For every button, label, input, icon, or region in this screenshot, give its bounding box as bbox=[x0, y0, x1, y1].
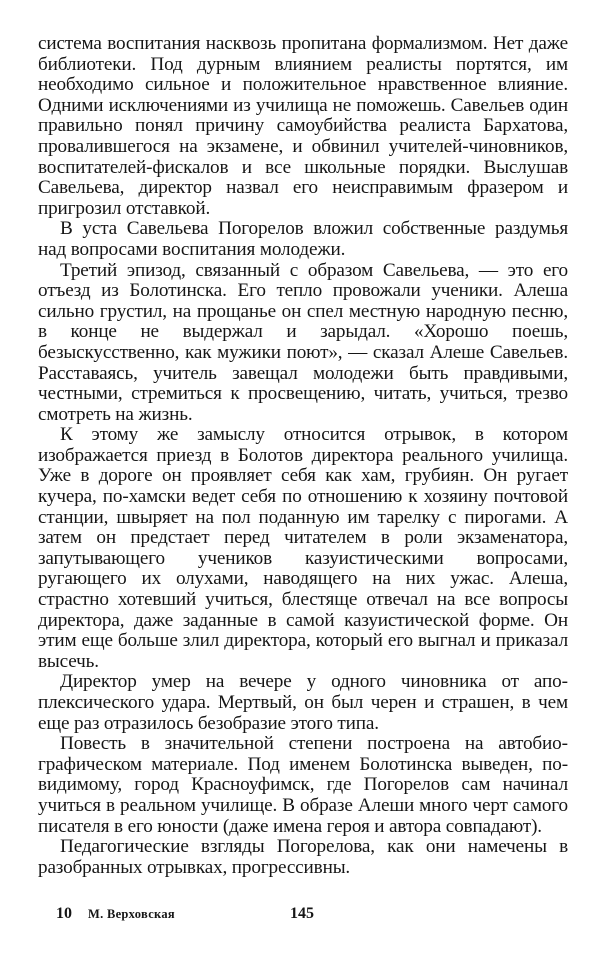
paragraph-4: К этому же замыслу относится отрывок, в котором изображается приезд в Болотов директора реального училища. Уже в дороге он проявляет себя как хам, грубиян. Он ругает кучера, по-хамски ведет себя по отношению к хозяину почтовой станции, швыряет на пол поданную им тарелку с пирогами. А затем он предстает перед читателем в роли экзаменатора, запутывающего учеников казуистическими вопросами, ругающего их олухами, наводящего на них ужас. Алеша, страстно хотевший учиться, блестяще отвечал на все вопросы директора, даже заданные в самой казуистической форме. Он этим еще больше злил директора, который его выгнал и приказал высечь. bbox=[38, 424, 568, 672]
paragraph-6: Повесть в значительной степени построена на автобиографическом материале. Под именем Болотинска выведен, по-видимому, город Красноуфимск, где Погорелов сам начинал учиться в реальном училище. В образе Алеши много черт самого писателя в его юности (даже имена героя и автора совпадают). bbox=[38, 733, 568, 837]
paragraph-7: Педагогические взгляды Погорелова, как они намечены в разобранных отрывках, прогрессивны. bbox=[38, 836, 568, 878]
paragraph-5: Директор умер на вечере у одного чиновника от апоплексического удара. Мертвый, он был черен и страшен, в чем еще раз отразилось безобразие этого типа. bbox=[38, 671, 568, 734]
page-number: 145 bbox=[290, 905, 314, 922]
signature-author: М. Верховская bbox=[88, 907, 175, 921]
paragraph-2: В уста Савельева Погорелов вложил собственные раздумья над вопросами воспитания молодежи. bbox=[38, 218, 568, 260]
paragraph-1: система воспитания насквозь пропитана формализмом. Нет даже библиотеки. Под дурным влиянием реалисты портятся, им необходимо сильное и положительное нравственное влияние. Одними исключениями из училища не поможешь. Савельев один правильно понял причину самоубийства реалиста Бархатова, провалившегося на экзамене, и обвинил учителей-чиновников, воспитателей-фискалов и все школьные порядки. Выслушав Савельева, директор назвал его неисправимым фразером и пригрозил отставкой. bbox=[38, 33, 568, 219]
paragraph-3: Третий эпизод, связанный с образом Савельева, — это его отъезд из Болотинска. Его тепло провожали ученики. Алеша сильно грустил, на прощанье он спел местную народную песню, в конце не выдержал и зарыдал. «Хорошо поешь, безыскусственно, как мужики поют», — сказал Алеше Савельев. Расставаясь, учитель завещал молодежи быть правдивыми, честными, стремиться к просвещению, читать, учиться, трезво смотреть на жизнь. bbox=[38, 259, 568, 425]
page-body bbox=[38, 34, 568, 878]
page-footer bbox=[56, 905, 356, 927]
signature-number: 10 bbox=[56, 905, 72, 922]
